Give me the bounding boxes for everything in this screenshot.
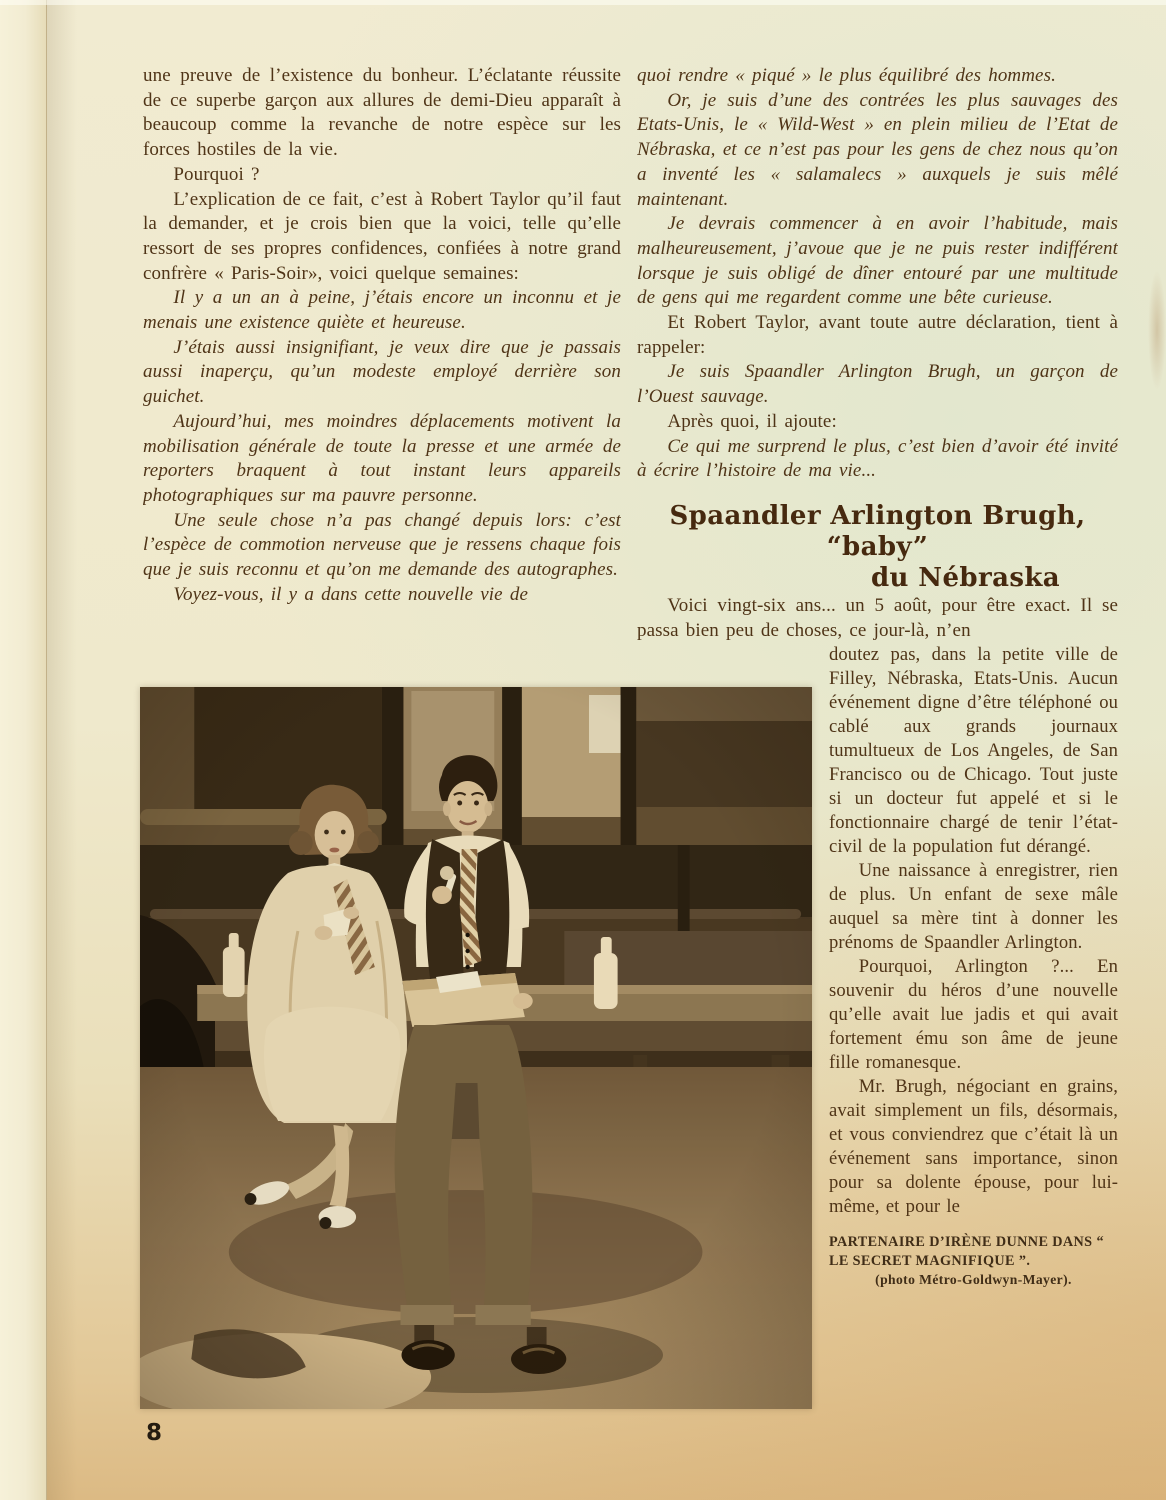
page-spine-edge <box>0 0 47 1500</box>
paragraph: Voici vingt-six ans... un 5 août, pour être exact. Il se passa bien peu de choses, ce jour-là, n’en <box>637 594 1118 641</box>
paragraph: Une naissance à enregistrer, rien de plus. Un enfant de sexe mâle auquel sa mère tint à donner les prénoms de Spaandler Arlington. <box>829 860 1118 954</box>
narrow-column <box>829 643 1118 1288</box>
photo-caption-credit: (photo Métro-Goldwyn-Mayer). <box>875 1271 1072 1287</box>
paragraph: L’explication de ce fait, c’est à Robert Taylor qu’il faut la demander, et je crois bien que la voici, telle qu’elle ressort de ses propres confidences, confiées à notre grand confrère « Paris-Soir», voici quelque semaines: <box>143 188 621 284</box>
paragraph: Après quoi, il ajoute: <box>667 410 837 432</box>
paragraph-quote: Voyez-vous, il y a dans cette nouvelle vie de <box>173 583 528 605</box>
paragraph-quote: Je suis Spaandler Arlington Brugh, un garçon de l’Ouest sauvage. <box>637 361 1118 408</box>
paragraph-quote: J’étais aussi insignifiant, je veux dire que je passais aussi inaperçu, qu’un modeste employé derrière son guichet. <box>143 336 621 408</box>
paragraph-quote: Une seule chose n’a pas changé depuis lors: c’est l’espèce de commotion nerveuse que je ressens chaque fois que je suis reconnu et qu’on me demande des autographes. <box>143 509 621 581</box>
article-heading-line2: du Nébraska <box>870 562 1061 593</box>
left-column <box>143 64 621 685</box>
paragraph-quote: Aujourd’hui, mes moindres déplacements motivent la mobilisation générale de toute la presse et une armée de reporters braquent à tout instant leurs appareils photographiques sur ma pauvre personne. <box>143 410 621 506</box>
paragraph-quote: Ce qui me surprend le plus, c’est bien d’avoir été invité à écrire l’histoire de ma vie... <box>637 435 1118 482</box>
article-heading <box>637 501 1118 594</box>
paragraph: Pourquoi, Arlington ?... En souvenir du héros d’une nouvelle qu’elle avait lue jadis et qui avait fortement ému son âme de jeune fille romanesque. <box>829 956 1118 1074</box>
paragraph-quote: quoi rendre « piqué » le plus équilibré des hommes. <box>637 65 1056 86</box>
photo-illustration <box>140 687 812 1409</box>
paragraph: Pourquoi ? <box>173 163 260 185</box>
spine-shadow <box>47 0 77 1500</box>
article-heading-line1: Spaandler Arlington Brugh, “baby” <box>669 500 1086 562</box>
paragraph: une preuve de l’existence du bonheur. L’éclatante réussite de ce superbe garçon aux allures de demi-Dieu apparaît à beaucoup comme la revanche de notre espèce sur les forces hostiles de la vie. <box>143 65 621 161</box>
photo-caption-line1: PARTENAIRE D’IRÈNE DUNNE DANS <box>829 1234 1093 1251</box>
paragraph-quote: Or, je suis d’une des contrées les plus sauvages des Etats-Unis, le « Wild-West » en plein milieu de l’Etat de Nébraska, et ce n’est pas pour les gens de chez nous qu’on a inventé les « salamalecs » auxquels je suis mêlé maintenant. <box>637 89 1118 210</box>
paragraph: Et Robert Taylor, avant toute autre déclaration, tient à rappeler: <box>637 312 1118 358</box>
paragraph: Mr. Brugh, négociant en grains, avait simplement un fils, désormais, et vous conviendrez que c’était là un événement sans importance, sinon pour sa dolente épouse, pour lui-même, et pour le <box>829 1076 1118 1218</box>
page-number: 8 <box>146 1420 163 1446</box>
paragraph: doutez pas, dans la petite ville de Filley, Nébraska, Etats-Unis. Aucun événement digne d’être téléphoné ou cablé aux grands journaux tumultueux de Los Angeles, de San Francisco ou de Chicago. Tout juste si un docteur fut appelé et si le fonctionnaire chargé de tenir l’état-civil de la population fut dérangé. <box>829 644 1118 858</box>
photo-caption <box>829 1233 1118 1288</box>
paper-stain <box>1148 270 1166 390</box>
photo-caption-line2: “ LE SECRET MAGNIFIQUE ”. <box>829 1234 1104 1270</box>
paragraph-quote: Je devrais commencer à en avoir l’habitude, mais malheureusement, j’avoue que je ne puis rester indifférent lorsque je suis obligé de dîner entouré par une multitude de gens qui me regardent comme une bête curieuse. <box>637 213 1118 309</box>
photo <box>140 687 812 1409</box>
page-top-edge <box>0 0 1166 5</box>
paragraph-quote: Il y a un an à peine, j’étais encore un inconnu et je menais une existence quiète et heureuse. <box>143 287 621 334</box>
